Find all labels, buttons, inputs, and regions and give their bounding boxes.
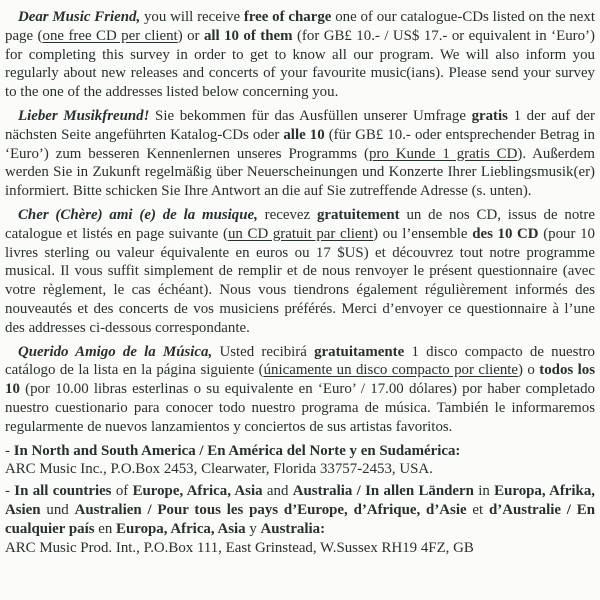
text-segment: ) ou l’ensemble [373, 225, 473, 242]
text-segment: (für GB£ 10.- oder entsprechender Betrag in ‘Euro’) zum besseren Kennenlernen unseres Programms ( [5, 126, 595, 162]
text-segment: gratuitement [316, 206, 400, 223]
text-segment: alle 10 [283, 126, 325, 143]
text-segment: Europa, Africa, Asia [116, 520, 246, 537]
text-segment: 1 der auf der nächsten Seite angeführten Katalog-CDs oder [5, 107, 595, 143]
address-line-americas: ARC Music Inc., P.O.Box 2453, Clearwater, Florida 33757-2453, USA. [5, 461, 433, 478]
text-segment: únicamente un disco compacto por cliente [263, 362, 519, 379]
text-segment: gratis [471, 107, 508, 124]
text-segment: free of charge [243, 9, 332, 25]
text-segment: - [5, 442, 14, 459]
text-segment: one of our catalogue-CDs listed on the next page ( [5, 9, 595, 44]
text-segment: des 10 CD [472, 225, 539, 242]
text-segment: Cher (Chère) ami (e) de la musique, [18, 206, 258, 223]
text-segment: et [466, 501, 489, 518]
text-segment: (for GB£ 10.- / US$ 17.- or equivalent in ‘Euro’) for completing this survey in order to get to know all our program. We will also inform you regularly about new releases and concerts of your favourite music(ians). Please send your survey to the one of the addresses listed below concerning you. [5, 27, 595, 101]
text-segment: In all countries [14, 483, 112, 500]
text-segment: Sie bekommen für das Ausfüllen unserer Umfrage [149, 107, 472, 124]
text-segment: - [5, 483, 15, 500]
text-segment: un CD gratuit par client [227, 225, 374, 242]
address-block-rest-of-world [5, 482, 595, 557]
text-segment: (por 10.00 libras esterlinas o su equivalente en ‘Euro’ / 17.00 dólares) por haber completado nuestro cuestionario para conocer todo nuestro programa de música. También le informaremos regularmente de nuevos lanzamientos y conciertos de sus artistas favoritos. [5, 381, 595, 435]
text-segment: d’Australie / En cualquier país [5, 501, 595, 537]
text-segment: Australia: [260, 520, 326, 537]
text-segment: ) or [177, 27, 204, 44]
text-segment: and [262, 483, 293, 500]
text-segment: Usted recibirá [212, 343, 315, 360]
text-segment: todos los 10 [5, 362, 595, 398]
paragraph-english-intro [5, 8, 595, 102]
address-block-americas [5, 442, 595, 480]
text-segment: gratuitamente [314, 343, 405, 360]
text-segment: recevez [257, 206, 317, 223]
text-segment: Australia / In allen Ländern [292, 483, 474, 500]
text-segment: In North and South America / En América del Norte y en Sudamérica: [13, 442, 461, 459]
text-segment: (pour 10 livres sterling ou valeur équivalente en euros ou 17 $US) et découvrez tout notre programme musical. Il vous suffit simplement de remplir et de nous renvoyer le présent questionnaire (avec votre règlement, le cas échéant). Nous vous tiendrons également régulièrement informés des nouveautés et des concerts de vos musiciens préférés. Merci d’envoyer ce questionnaire à l’une des addresses ci-dessous correspondante. [5, 225, 595, 336]
text-segment: in [473, 483, 495, 500]
paragraph-german-intro [5, 107, 595, 201]
text-segment: und [40, 501, 75, 518]
address-line-rest-of-world: ARC Music Prod. Int., P.O.Box 111, East Grinstead, W.Sussex RH19 4FZ, GB [5, 539, 474, 556]
text-segment: you will receive [140, 9, 244, 25]
text-segment: Europe, Africa, Asia [132, 483, 263, 500]
text-segment: one free CD per client [42, 27, 178, 44]
text-segment: en [94, 520, 117, 537]
text-segment: un de nos CD, issus de notre catalogue et listés en page suivante ( [5, 206, 596, 242]
text-segment: Querido Amigo de la Música, [18, 343, 213, 360]
paragraph-spanish-intro [5, 343, 595, 437]
text-segment: Dear Music Friend, [18, 9, 141, 25]
text-segment: Lieber Musikfreund! [18, 107, 150, 124]
text-segment: y [245, 520, 261, 537]
text-segment: ). Außerdem werden Sie in Zukunft regelmäßig über Neuerscheinungen und Konzerte Ihrer Lieblingsmusik(er) informiert. Bitte schicken Sie Ihre Antwort an die auf Sie zutreffende Adresse (s. unten). [5, 145, 595, 200]
paragraph-french-intro [5, 206, 595, 338]
address-heading-rest-of-world [5, 482, 595, 538]
text-segment: all 10 of them [203, 27, 293, 44]
text-segment: 1 disco compacto de nuestro catálogo de la lista en la página siguiente ( [5, 343, 596, 379]
text-segment: ) o [518, 362, 540, 379]
text-segment: Europa, Afrika, Asien [5, 483, 596, 518]
text-segment: Australien / Pour tous les pays d’Europe, d’Afrique, d’Asie [74, 501, 467, 518]
text-segment: of [111, 483, 133, 500]
address-heading-americas [5, 442, 595, 461]
text-segment: pro Kunde 1 gratis CD [368, 145, 518, 162]
